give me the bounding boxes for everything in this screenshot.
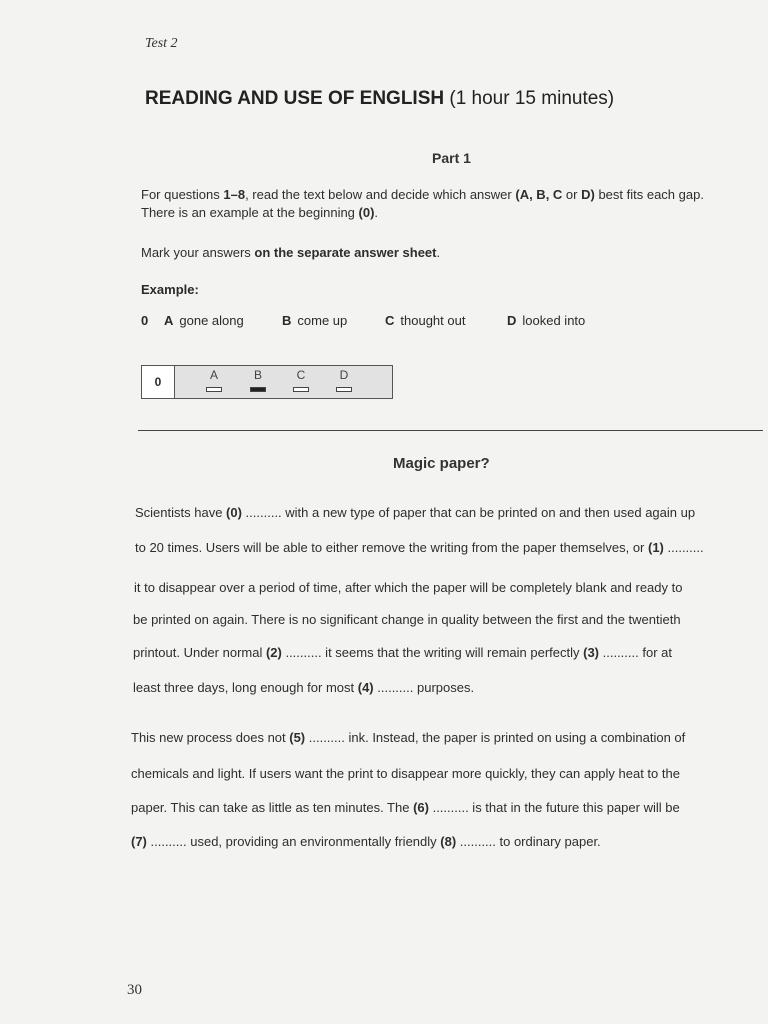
passage-line — [131, 800, 680, 815]
gap-number: (1) — [648, 540, 664, 555]
answer-slot-a — [206, 387, 222, 392]
passage-text: it to disappear over a period of time, after which the paper will be completely blank and ready to — [134, 580, 683, 595]
instructions-line-2: There is an example at the beginning (0). — [141, 205, 379, 220]
passage-line — [133, 645, 672, 660]
passage-text: to 20 times. Users will be able to either remove the writing from the paper themselves, or — [135, 540, 648, 555]
answer-box-letter-b: B — [253, 368, 262, 382]
answer-box-letter-d: D — [339, 368, 349, 382]
example-option-c: C thought out — [385, 313, 466, 328]
answer-slot-c — [293, 387, 309, 392]
passage-text: .......... — [663, 540, 704, 555]
passage-text: Scientists have — [135, 505, 227, 520]
passage-text: least three days, long enough for most — [133, 680, 358, 695]
passage-text: This new process does not — [131, 730, 290, 745]
answer-box-number: 0 — [142, 366, 175, 398]
section-title — [145, 88, 614, 110]
gap-number: (3) — [583, 645, 600, 660]
passage-text: be printed on again. There is no significant change in quality between the first and the twentieth — [133, 612, 681, 627]
example-option-d: D looked into — [507, 313, 586, 328]
example-answer-box — [141, 365, 393, 399]
passage-line — [133, 680, 474, 695]
passage-text: .......... is that in the future this paper will be — [428, 800, 680, 815]
answer-box-letter-a: A — [209, 368, 218, 382]
answer-box-letter-c: C — [296, 368, 306, 382]
passage-text: .......... used, providing an environmentally friendly — [146, 834, 441, 849]
answer-slot-b — [250, 387, 266, 392]
example-option-b: B come up — [282, 313, 348, 328]
section-duration: (1 hour 15 minutes) — [449, 88, 615, 109]
passage-text: .......... ink. Instead, the paper is printed on using a combination of — [305, 730, 686, 745]
passage-line — [131, 834, 601, 849]
section-divider — [138, 430, 763, 431]
passage-text: .......... for at — [599, 645, 672, 660]
gap-number: (5) — [289, 730, 306, 745]
example-option-a: A gone along — [164, 313, 244, 328]
part-heading: Part 1 — [432, 150, 471, 166]
test-label: Test 2 — [145, 36, 178, 51]
gap-number: (8) — [440, 834, 457, 849]
passage-line — [135, 540, 704, 555]
gap-number: (7) — [131, 834, 147, 849]
passage-text: paper. This can take as little as ten minutes. The — [131, 800, 414, 815]
answer-slot-d — [336, 387, 352, 392]
gap-number: (6) — [413, 800, 429, 815]
gap-number: (0) — [226, 505, 242, 520]
passage-title: Magic paper? — [393, 455, 490, 472]
section-title-bold: READING AND USE OF ENGLISH — [145, 88, 445, 109]
passage-text: .......... to ordinary paper. — [456, 834, 601, 849]
passage-line — [135, 505, 695, 520]
instructions-line-1: For questions 1–8, read the text below and decide which answer (A, B, C or D) best fits each gap. — [141, 187, 704, 202]
passage-line — [131, 730, 685, 745]
passage-text: .......... it seems that the writing will remain perfectly — [281, 645, 584, 660]
gap-number: (4) — [357, 680, 374, 695]
passage-line — [133, 612, 681, 627]
example-number: 0 — [141, 313, 149, 328]
gap-number: (2) — [265, 645, 282, 660]
example-label: Example: — [141, 282, 199, 297]
passage-text: .......... purposes. — [373, 680, 475, 695]
page-number: 30 — [127, 982, 142, 998]
passage-line — [134, 580, 682, 595]
passage-line — [131, 766, 680, 781]
passage-text: printout. Under normal — [133, 645, 266, 660]
passage-text: .......... with a new type of paper that can be printed on and then used again up — [241, 505, 696, 520]
mark-instruction: Mark your answers on the separate answer sheet. — [141, 245, 441, 260]
passage-text: chemicals and light. If users want the print to disappear more quickly, they can apply heat to the — [131, 766, 680, 781]
